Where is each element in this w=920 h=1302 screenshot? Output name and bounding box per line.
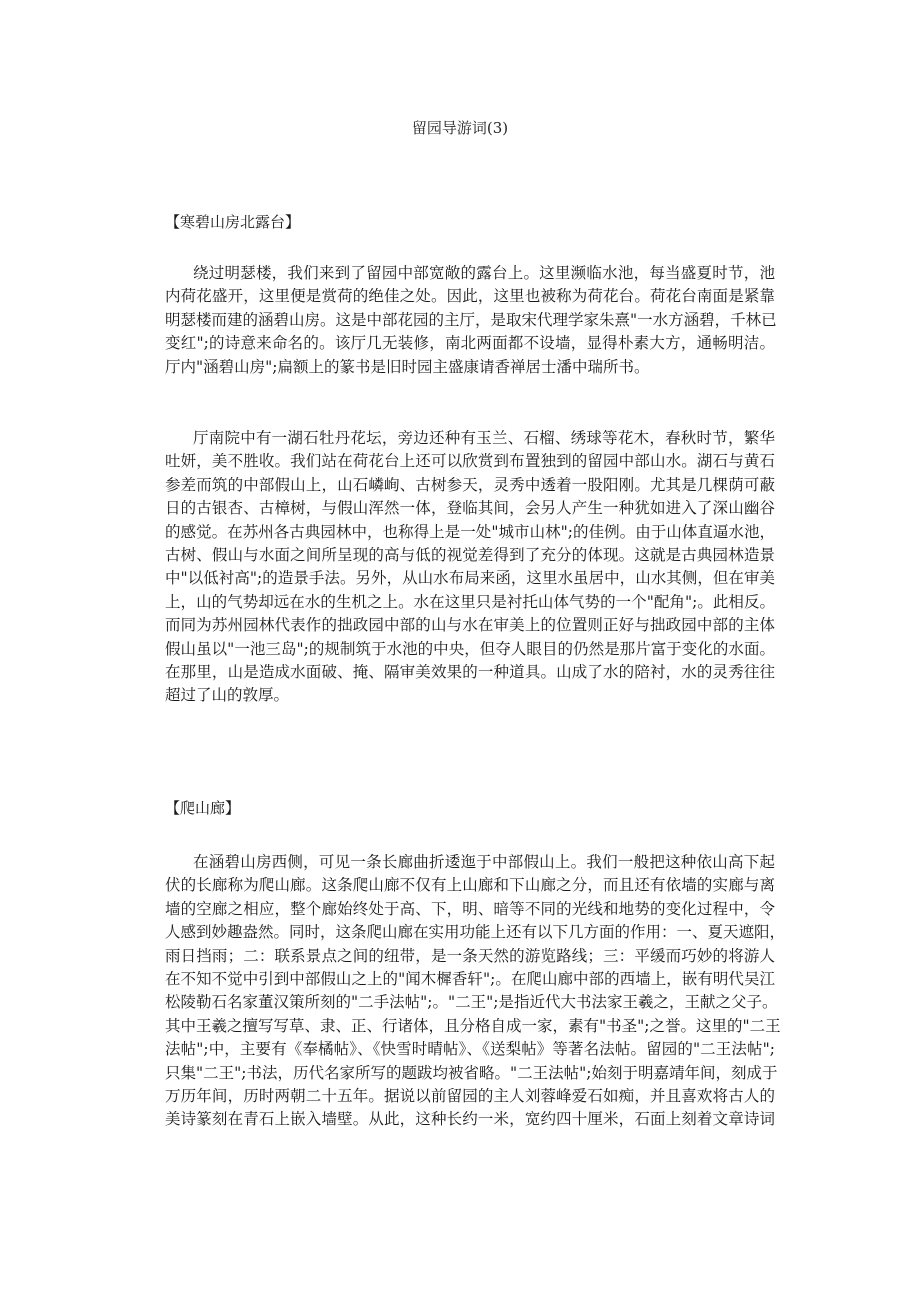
paragraph (165, 262, 775, 379)
text-line: 伏的长廊称为爬山廊。这条爬山廊不仅有上山廊和下山廊之分，而且还有依墙的实廊与离 (165, 876, 775, 895)
text-line: 明瑟楼而建的涵碧山房。这是中部花园的主厅，是取宋代理学家朱熹"一水方涵碧，千林已 (165, 310, 777, 329)
text-line: 古树、假山与水面之间所呈现的高与低的视觉差得到了充分的体现。这就是古典园林造景 (165, 545, 775, 564)
text-line: 变红";的诗意来命名的。该厅几无装修，南北两面都不设墙，显得朴素大方，通畅明洁。 (165, 334, 775, 353)
text-line: 日的古银杏、古樟树，与假山浑然一体，登临其间，会另人产生一种犹如进入了深山幽谷 (165, 499, 775, 518)
text-line: 只集"二王";书法，历代名家所写的题跋均被省略。"二王法帖";始刻于明嘉靖年间，刻成于 (165, 1063, 778, 1082)
text-line: 美诗篆刻在青石上嵌入墙壁。从此，这种长约一米，宽约四十厘米，石面上刻着文章诗词 (165, 1110, 775, 1129)
text-line: 参差而筑的中部假山上，山石嶙峋、古树参天，灵秀中透着一股阳刚。尤其是几棵荫可蔽 (165, 475, 775, 494)
text-line: 万历年间，历时两朝二十五年。据说以前留园的主人刘蓉峰爱石如痴，并且喜欢将古人的 (165, 1086, 775, 1105)
text-line: 在不知不觉中引到中部假山之上的"闻木樨香轩";。在爬山廊中部的西墙上，嵌有明代吴江 (165, 969, 775, 988)
text-line: 绕过明瑟楼，我们来到了留园中部宽敞的露台上。这里濒临水池，每当盛夏时节，池 (193, 264, 775, 282)
text-line: 内荷花盛开，这里便是赏荷的绝佳之处。因此，这里也被称为荷花台。荷花台南面是紧靠 (165, 287, 775, 306)
text-line: 而同为苏州园林代表作的拙政园中部的山与水在审美上的位置则正好与拙政园中部的主体 (165, 616, 775, 635)
text-line: 雨日挡雨；二：联系景点之间的纽带，是一条天然的游览路线；三：平缓而巧妙的将游人 (165, 946, 775, 965)
text-line: 上，山的气势却远在水的生机之上。水在这里只是衬托山体气势的一个"配角";。此相反。 (165, 592, 775, 611)
text-line: 在涵碧山房西侧，可见一条长廊曲折逶迤于中部假山上。我们一般把这种依山高下起 (193, 853, 775, 871)
text-line: 松陵勒石名家董汉策所刻的"二手法帖";。"二王";是指近代大书法家王羲之，王献之父子。 (165, 993, 778, 1012)
page-title: 留园导游词(3) (411, 119, 509, 137)
section-heading-hanbi-north-terrace: 【寒碧山房北露台】 (165, 213, 301, 231)
section-heading-climbing-corridor: 【爬山廊】 (165, 799, 241, 817)
text-line: 中"以低衬高";的造景手法。另外，从山水布局来函，这里水虽居中，山水其侧，但在审美 (165, 569, 775, 588)
text-line: 厅内"涵碧山房";扁额上的篆书是旧时园主盛康请香禅居士潘中瑞所书。 (165, 357, 650, 376)
text-line: 墙的空廊之相应，整个廊始终处于高、下，明、暗等不同的光线和地势的变化过程中，令 (165, 899, 775, 918)
text-line: 超过了山的敦厚。 (165, 686, 290, 705)
text-line: 厅南院中有一湖石牡丹花坛，旁边还种有玉兰、石榴、绣球等花木，春秋时节，繁华 (193, 429, 775, 447)
text-line: 其中王羲之擅写写草、隶、正、行诸体，且分格自成一家，素有"书圣";之誉。这里的"二王 (165, 1016, 781, 1035)
text-line: 假山虽以"一池三岛";的规制筑于水池的中央，但夺人眼目的仍然是那片富于变化的水面。 (165, 639, 775, 658)
text-line: 的感觉。在苏州各古典园林中，也称得上是一处"城市山林";的佳例。由于山体直逼水池， (165, 522, 775, 541)
paragraph (165, 851, 786, 1132)
text-line: 在那里，山是造成水面破、掩、隔审美效果的一种道具。山成了水的陪衬，水的灵秀往往 (165, 662, 775, 681)
paragraph (165, 427, 775, 708)
text-line: 法帖";中，主要有《奉橘帖》、《快雪时晴帖》、《送梨帖》等著名法帖。留园的"二王法帖"; (165, 1040, 775, 1059)
text-line: 人感到妙趣盎然。同时，这条爬山廊在实用功能上还有以下几方面的作用：一、夏天遮阳， (165, 923, 786, 942)
text-line: 吐妍，美不胜收。我们站在荷花台上还可以欣赏到布置独到的留园中部山水。湖石与黄石 (165, 452, 775, 471)
